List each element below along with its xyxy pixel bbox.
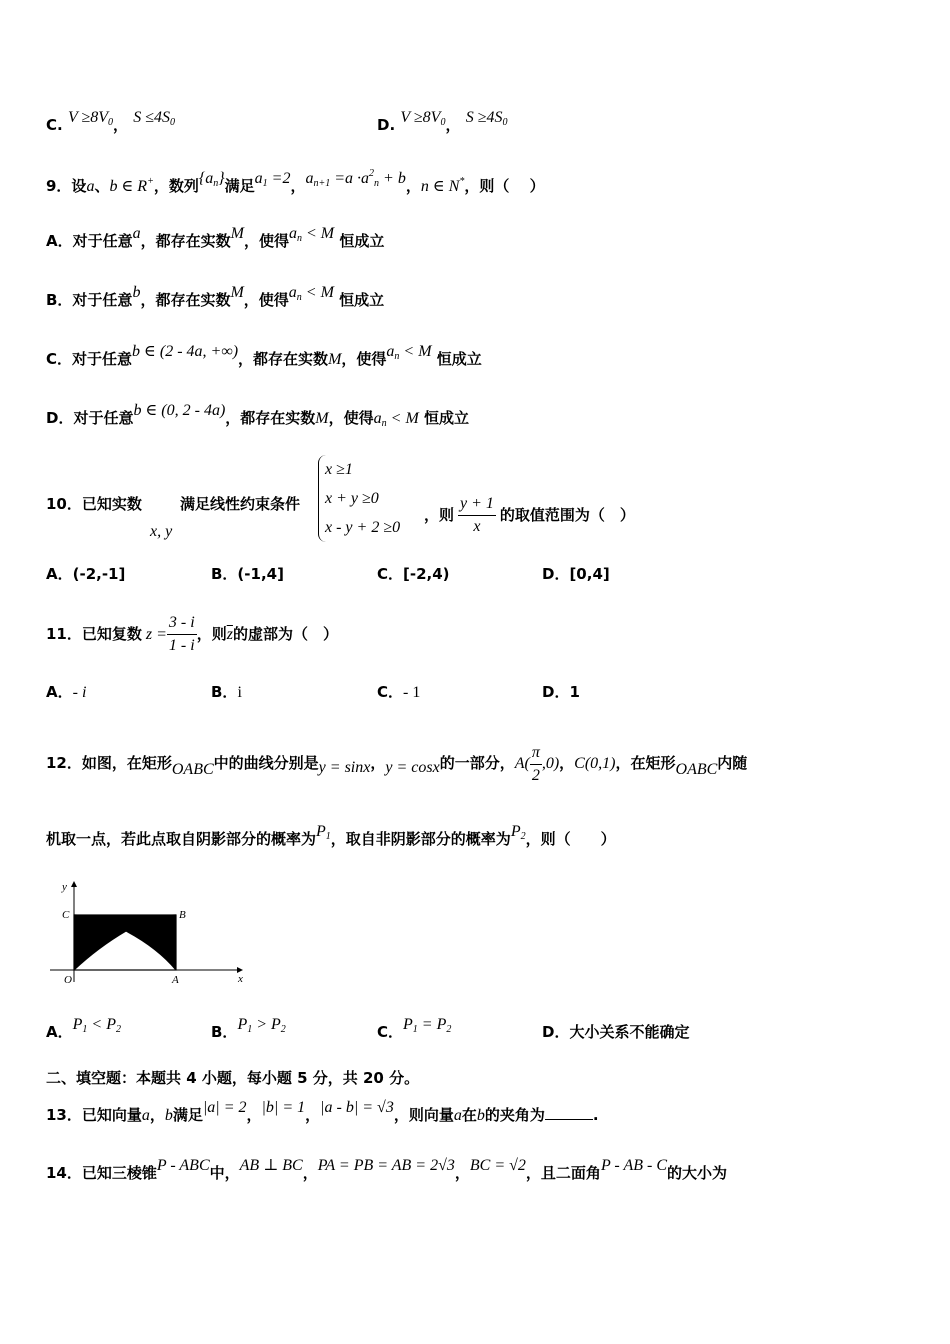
fig-label-c: C (62, 909, 70, 921)
fig-label-o: O (64, 974, 72, 986)
q12-figure (46, 876, 248, 988)
q11-stem: 11．已知复数 z = $\frac{3 - i}{1 - i}$ ，则$\overline{z}$的虚部为（ ） (46, 614, 338, 654)
q9-option-c: C．对于任意b ∈ (2 - 4a, +∞)，都存在实数M，使得$a_n < M$ 恒成立 (46, 343, 482, 368)
q10-ratio: ，则 $\frac{y + 1}{x}$ 的取值范围为（ ） (424, 495, 635, 535)
q12-stem-line2: 机取一点，若此点取自阴影部分的概率为$P_1$，取自非阴影部分的概率为$P_2$，则（ ） (46, 823, 616, 848)
section-heading: 二、填空题：本题共 4 小题，每小题 5 分，共 20 分。 (46, 1069, 420, 1087)
q11-option-a: A．- i (46, 683, 87, 701)
fig-label-b: B (179, 909, 186, 921)
q12-option-d: D．大小关系不能确定 (542, 1023, 690, 1041)
q12-option-a: A．$P_1 < P_2$ (46, 1016, 121, 1041)
q12-option-c: C．$P_1 = P_2$ (377, 1016, 452, 1041)
q12-option-b: B．$P_1 > P_2$ (211, 1016, 286, 1041)
q10-option-a: A．(-2,-1] (46, 565, 126, 583)
q10-vars: x, y (150, 523, 173, 540)
q11-option-d: D．1 (542, 683, 580, 701)
q10-option-c: C．[-2,4) (377, 565, 450, 583)
q11-option-c: C．- 1 (377, 683, 421, 701)
fig-label-a: A (172, 974, 179, 986)
q11-option-b: B．i (211, 683, 242, 701)
q9-option-b: B．对于任意b，都存在实数M，使得$a_n < M$ 恒成立 (46, 284, 385, 309)
q14-stem: 14．已知三棱锥P - ABC中，AB ⊥ BC，PA = PB = AB = 2√3，BC = √2，且二面角P - AB - C的大小为 (46, 1157, 728, 1182)
answer-blank[interactable] (545, 1119, 593, 1120)
q9-option-a: A．对于任意a，都存在实数M，使得$a_n < M$ 恒成立 (46, 225, 385, 250)
q10-option-b: B．(-1,4] (211, 565, 284, 583)
q13-stem: 13．已知向量a，b满足|a| = 2，|b| = 1，|a - b| = √3，则向量a在b的夹角为 . (46, 1099, 599, 1124)
fig-label-x: x (238, 973, 243, 985)
q9-stem: 9．设a、b ∈ R+，数列$\{a_n\}$满足$a_1 =2$，$a_{n+1} =a \cdot a^2_n + b$，n ∈ N*，则（ ） (46, 168, 545, 195)
q12-stem-line1: 12．如图，在矩形OABC中的曲线分别是y = sinx，y = cosx的一部分，A( $\frac{\pi}{2}$ ,0)，C(0,1)，在矩形OABC内随 (46, 744, 748, 784)
q10-constraints: x ≥1 x + y ≥0 x - y + 2 ≥0 (318, 455, 400, 542)
fig-label-y: y (62, 881, 67, 893)
q8-option-c: C. $V \ge 8V_0$， $S \le 4S_0$ (46, 109, 176, 134)
q8-option-d: D. $V \ge 8V_0$， $S \ge 4S_0$ (377, 109, 508, 134)
q10-option-d: D．[0,4] (542, 565, 610, 583)
q9-option-d: D．对于任意b ∈ (0, 2 - 4a)，都存在实数M，使得$a_n < M$ 恒成立 (46, 402, 469, 429)
q10-constraint-text: 满足线性约束条件 (180, 495, 301, 513)
q10-label: 10．已知实数 (46, 495, 142, 513)
